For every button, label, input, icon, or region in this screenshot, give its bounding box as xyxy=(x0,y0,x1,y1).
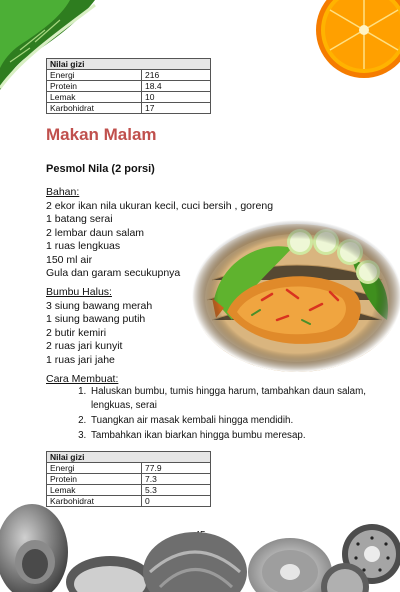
nutrient-value: 17 xyxy=(142,103,211,114)
table-header: Nilai gizi xyxy=(47,452,211,463)
table-row xyxy=(47,474,211,485)
steps-list xyxy=(46,385,389,444)
table-row xyxy=(47,70,211,81)
table-row xyxy=(47,103,211,114)
section-title: Makan Malam xyxy=(46,125,157,144)
ingredient-item: 2 lembar daun salam xyxy=(46,226,145,239)
nutrient-value: 7.3 xyxy=(142,474,211,485)
step-item: 1. Haluskan bumbu, tumis hingga harum, tambahkan daun salam, lengkuas, serai xyxy=(89,385,389,413)
bumbu-item: 2 ruas jari kunyit xyxy=(46,340,123,352)
nutrient-value: 18.4 xyxy=(142,81,211,92)
ingredient-item: Gula dan garam secukupnya xyxy=(46,267,181,279)
nutrient-value: 216 xyxy=(142,70,211,81)
bumbu-item: 3 siung bawang merah xyxy=(46,299,153,312)
nutrient-value: 5.3 xyxy=(142,485,211,496)
step-item: 2. Tuangkan air masak kembali hingga mendidih. xyxy=(89,414,389,428)
nutrient-label: Protein xyxy=(47,81,142,92)
nutrient-label: Energi xyxy=(47,463,142,474)
cara-membuat-label: Cara Membuat: xyxy=(46,373,119,385)
bumbu-item: 1 ruas jari jahe xyxy=(46,353,115,366)
table-header-row xyxy=(47,59,211,70)
ingredient-item: 1 batang serai xyxy=(46,213,113,225)
recipe-title: Pesmol Nila (2 porsi) xyxy=(46,163,155,175)
nutrient-label: Protein xyxy=(47,474,142,485)
orange-slice-image xyxy=(312,0,400,82)
grayscale-fruits-border-image xyxy=(0,492,400,592)
nutrient-label: Energi xyxy=(47,70,142,81)
bumbu-label: Bumbu Halus: xyxy=(46,286,112,298)
table-row xyxy=(47,463,211,474)
pesmol-nila-dish-image xyxy=(192,220,400,372)
table-header: Nilai gizi xyxy=(47,59,211,70)
table-row xyxy=(47,92,211,103)
nutrient-label: Karbohidrat xyxy=(47,496,142,507)
bumbu-halus-list xyxy=(46,286,152,367)
nutrient-label: Karbohidrat xyxy=(47,103,142,114)
bahan-label: Bahan: xyxy=(46,186,80,198)
step-item: 3. Tambahkan ikan biarkan hingga bumbu meresap. xyxy=(89,429,389,443)
bumbu-item: 1 siung bawang putih xyxy=(46,313,146,325)
nutrient-value: 77.9 xyxy=(142,463,211,474)
ingredient-item: 150 ml air xyxy=(46,253,93,266)
nutrient-label: Lemak xyxy=(47,92,142,103)
nutrient-value: 10 xyxy=(142,92,211,103)
nutrient-value: 0 xyxy=(142,496,211,507)
table-row xyxy=(47,81,211,92)
bumbu-item: 2 butir kemiri xyxy=(46,326,107,339)
table-header-row xyxy=(47,452,211,463)
ingredient-item: 2 ekor ikan nila ukuran kecil, cuci bersih , goreng xyxy=(46,199,274,212)
ingredient-item: 1 ruas lengkuas xyxy=(46,240,121,252)
nutrition-table-top xyxy=(46,58,211,114)
nutrient-label: Lemak xyxy=(47,485,142,496)
